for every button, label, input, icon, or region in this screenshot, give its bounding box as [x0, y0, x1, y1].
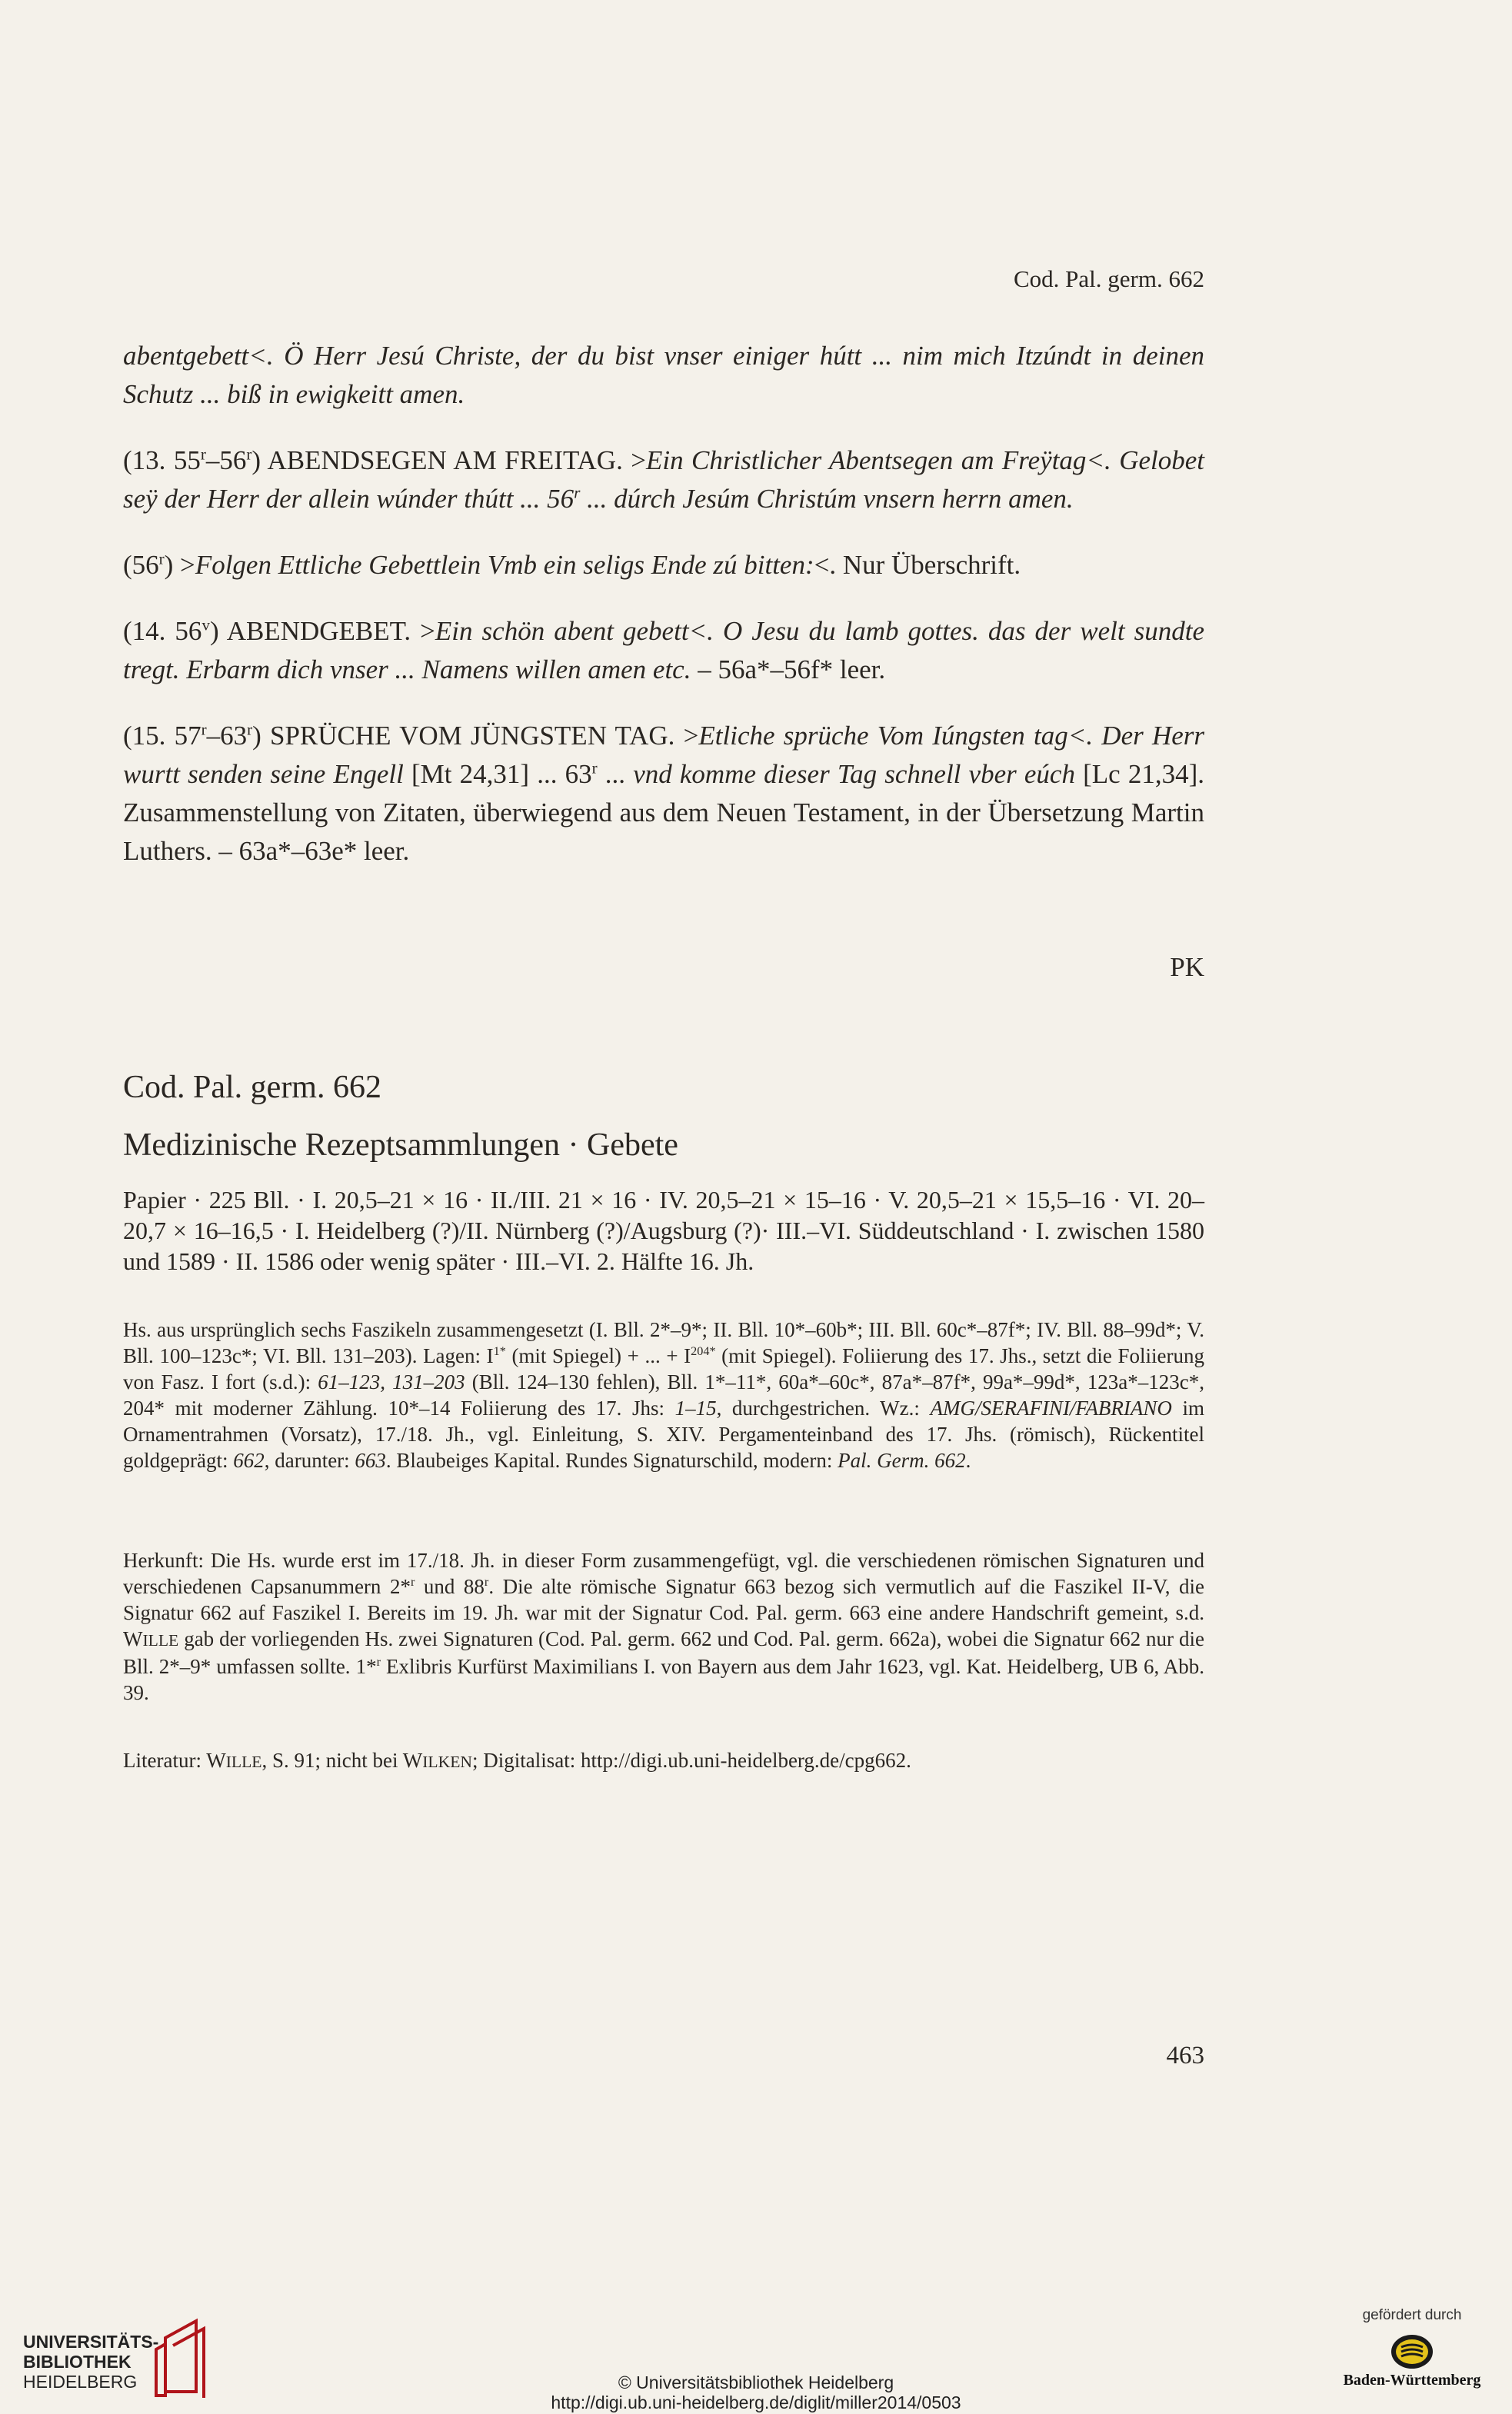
funding-block: [1335, 2307, 1489, 2389]
library-logo-line3: HEIDELBERG: [23, 2372, 138, 2392]
physical-description: Papier · 225 Bll. · I. 20,5–21 × 16 · II./III. 21 × 16 · IV. 20,5–21 × 15–16 · V. 20,5–21 × 15,5–16 · VI. 20–20,7 × 16–16,5 · I. Heidelberg (?)/II. Nürnberg (?)/Augsburg (?)· III.–VI. Süddeutschland · I. zwischen 1580 und 1589 · II. 1586 oder wenig später · III.–VI. 2. Hälfte 16. Jh.: [123, 1186, 1204, 1275]
page-number: 463: [1166, 2042, 1204, 2069]
entry-continuation: [123, 337, 1204, 898]
codicological-note: Hs. aus ursprünglich sechs Faszikeln zusammengesetzt (I. Bll. 2*–9*; II. Bll. 10*–60b*; III. Bll. 60c*–87f*; IV. Bll. 88–99d*; V. Bll. 100–123c*; VI. Bll. 131–203). Lagen: $I^{1*}$ (mit Spiegel) + ... + $I^{204*}$ (mit Spiegel). Foliierung des 17. Jhs., setzt die Foliierung von Fasz. I fort (s.d.): 61–123, 131–203 (Bll. 124–130 fehlen), Bll. 1*–11*, 60a*–60c*, 87a*–87f*, 99a*–99d*, 123a*–123c*, 204* mit moderner Zählung. 10*–14 Foliierung des 17. Jhs: 1–15, durchgestrichen. Wz.: AMG/SERAFINI/FABRIANO im Ornamentrahmen (Vorsatz), 17./18. Jh., vgl. Einleitung, S. XIV. Pergamenteinband des 17. Jhs. (römisch), Rückentitel goldgeprägt: 662, darunter: 663. Blaubeiges Kapital. Rundes Signaturschild, modern: Pal. Germ. 662.: [123, 1318, 1205, 1472]
provenance-note: Herkunft: Die Hs. wurde erst im 17./18. Jh. in dieser Form zusammengefügt, vgl. die verschiedenen römischen Signaturen und verschiedenen Capsanummern 2*$^r$ und 88$^r$. Die alte römische Signatur 663 bezog sich vermutlich auf die Faszikel II-V, die Signatur 662 auf Faszikel I. Bereits im 19. Jh. war mit der Signatur Cod. Pal. germ. 663 eine andere Handschrift gemeint, s.d. WILLE gab der vorliegenden Hs. zwei Signaturen (Cod. Pal. germ. 662 und Cod. Pal. germ. 662a), wobei die Signatur 662 nur die Bll. 2*–9* umfassen sollte. 1*$^r$ Exlibris Kurfürst Maximilians I. von Bayern aus dem Jahr 1623, vgl. Kat. Heidelberg, UB 6, Abb. 39.: [123, 1549, 1205, 1704]
paragraph-14: (14. 56$^v$) ABENDGEBET. >Ein schön abent gebett<. O Jesu du lamb gottes. das der welt sundte tregt. Erbarm dich vnser ... Namens willen amen etc. – 56a*–56f* leer.: [123, 615, 1204, 684]
digitization-footer: [0, 2299, 1512, 2414]
paragraph-0: abentgebett<. Ö Herr Jesú Christe, der du bist vnser einiger hútt ... nim mich Itzúndt in deinen Schutz ... biß in ewigkeitt amen.: [123, 341, 1204, 409]
copyright-text: © Universitätsbibliothek Heidelberg: [618, 2372, 894, 2392]
paragraph-15: (15. 57$^r$–63$^r$) SPRÜCHE VOM JÜNGSTEN TAG. >Etliche sprüche Vom Iúngsten tag<. Der Herr wurtt senden seine Engell [Mt 24,31] ... 63$^r$ ... vnd komme dieser Tag schnell vber eúch [Lc 21,34]. Zusammenstellung von Zitaten, überwiegend aus dem Neuen Testament, in der Übersetzung Martin Luthers. – 63a*–63e* leer.: [123, 720, 1205, 866]
copyright-block: [0, 2372, 1512, 2412]
funded-by-label: gefördert durch: [1362, 2307, 1462, 2323]
paragraph-13: (13. 55$^r$–56$^r$) ABENDSEGEN AM FREITAG. >Ein Christlicher Abentsegen am Freÿtag<. Gelobet seÿ der Herr der allein wúnder thútt ... 56$^r$ ... dúrch Jesúm Christúm vnsern herrn amen.: [123, 445, 1205, 514]
digital-url-link[interactable]: http://digi.ub.uni-heidelberg.de/diglit/miller2014/0503: [551, 2392, 961, 2412]
library-logo-line1: UNIVERSITÄTS-: [23, 2332, 159, 2352]
running-head: Cod. Pal. germ. 662: [1014, 265, 1204, 292]
entry-title: Cod. Pal. germ. 662: [123, 1070, 381, 1105]
literature-note: Literatur: WILLE, S. 91; nicht bei WILKEN; Digitalisat: http://digi.ub.uni-heidelberg.de/cpg662.: [123, 1749, 911, 1772]
funder-name: Baden-Württemberg: [1343, 2372, 1481, 2389]
library-logo-line2: BIBLIOTHEK: [23, 2352, 132, 2372]
author-signature: PK: [1170, 952, 1204, 982]
paragraph-56r: $(56^r)$ >Folgen Ettliche Gebettlein Vmb ein seligs Ende zú bitten:<. Nur Überschrift.: [123, 549, 1021, 580]
entry-subtitle: Medizinische Rezeptsammlungen · Gebete: [123, 1127, 678, 1163]
state-emblem-icon: [1390, 2330, 1434, 2373]
